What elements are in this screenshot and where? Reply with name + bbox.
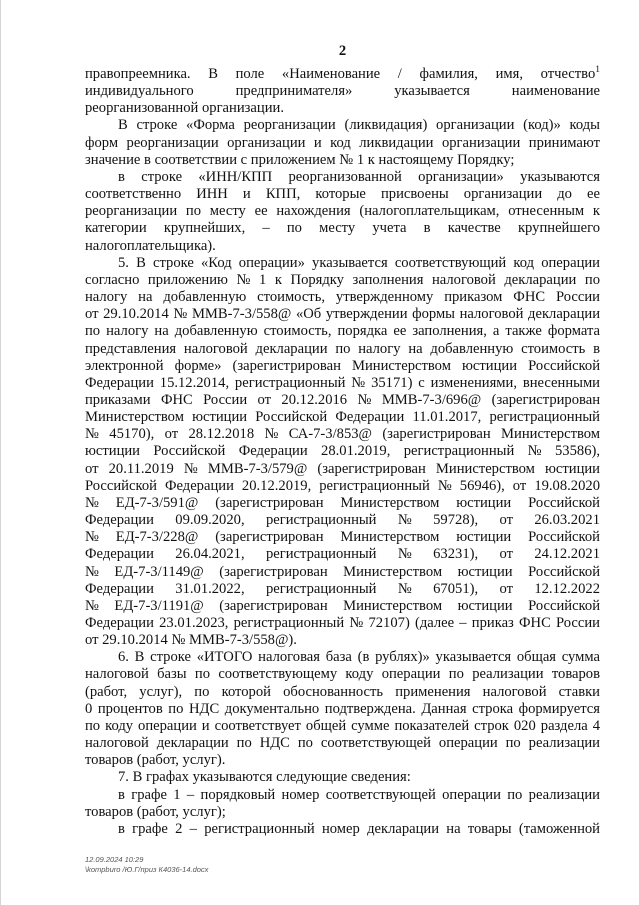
text-line: налоговой декларации по НДС по соответствующей операции по реализации — [85, 735, 600, 752]
text-line: в строке «ИНН/КПП реорганизованной организации» указываются — [118, 168, 600, 185]
text-line: № 45170), от 28.12.2018 № СА-7-3/853@ (зарегистрирован Министерством — [85, 426, 600, 443]
text-line: согласно приложению № 1 к Порядку заполнения налоговой декларации по — [85, 271, 600, 288]
paragraph-item-5-operation-code — [85, 255, 600, 650]
text-line: соответственно ИНН и КПП, которые присвоены организации до ее — [85, 186, 600, 203]
text-line: Федерации 23.01.2023, регистрационный № 72107) (далее – приказ ФНС России — [85, 615, 600, 631]
text-line: индивидуального предпринимателя» указывается наименование — [85, 83, 600, 100]
text-line: Российской Федерации 20.12.2019, регистрационный № 56946), от 19.08.2020 — [85, 477, 600, 494]
text-line: реорганизованной организации. — [85, 100, 284, 117]
page-number: 2 — [338, 43, 347, 59]
document-footer — [85, 855, 208, 875]
text-line: товаров (работ, услуг). — [85, 752, 226, 769]
paragraph-inn-kpp — [85, 169, 600, 255]
text-line: от 20.11.2019 № ММВ-7-3/579@ (зарегистрирован Министерством юстиции — [85, 460, 600, 477]
footer-timestamp: 12.09.2024 10:29 — [85, 855, 144, 864]
paragraph-item-6-total-tax-base — [85, 649, 600, 769]
text-line: представления налоговой декларации по налогу на добавленную стоимость в — [85, 340, 600, 357]
text-line: форм реорганизации организации и код ликвидации организации принимают — [85, 134, 600, 151]
text-line: Федерации 31.01.2022, регистрационный № 67051), от 12.12.2022 — [85, 580, 600, 597]
text-line: № ЕД-7-3/591@ (зарегистрирован Министерством юстиции Российской — [85, 494, 600, 511]
text-line: юстиции Российской Федерации 28.01.2019, регистрационный № 53586), — [85, 443, 600, 460]
text-line: (работ, услуг), по которой обоснованность применения налоговой ставки — [85, 683, 600, 700]
text-line: налоговой базы по соответствующему коду операции по реализации товаров — [85, 666, 600, 683]
text-line: товаров (работ, услуг); — [85, 803, 226, 820]
text-line: в графе 1 – порядковый номер соответствующей операции по реализации — [118, 786, 600, 803]
text-line: от 29.10.2014 № ММВ-7-3/558@ «Об утверждении формы налоговой декларации — [85, 306, 600, 323]
text-line: налогу на добавленную стоимость, утвержденному приказом ФНС России — [85, 289, 600, 306]
text-line: Федерации 09.09.2020, регистрационный № 59728), от 26.03.2021 — [85, 512, 600, 529]
paragraph-successor-name — [85, 66, 600, 117]
text-line — [85, 66, 600, 83]
text-line: по налогу на добавленную стоимость, порядка ее заполнения, а также формата — [85, 323, 600, 340]
paragraph-item-7-columns — [85, 769, 600, 786]
text-line: электронной форме» (зарегистрирован Министерством юстиции Российской — [85, 357, 600, 374]
document-body — [85, 66, 600, 838]
paragraph-column-2 — [85, 821, 600, 838]
paragraph-column-1 — [85, 787, 600, 821]
footnote-reference: 1 — [595, 65, 600, 76]
text-line: от 29.10.2014 № ММВ-7-3/558@). — [85, 632, 297, 649]
text-line: приказами ФНС России от 20.12.2016 № ММВ-7-3/696@ (зарегистрирован — [85, 391, 600, 408]
text-line: категории крупнейших, – по месту учета в качестве крупнейшего — [85, 220, 600, 237]
text-line: в графе 2 – регистрационный номер декларации на товары (таможенной — [118, 820, 600, 837]
text-line-content: правопреемника. В поле «Наименование / фамилия, имя, отчество — [85, 66, 596, 82]
text-line: по коду операции и соответствует общей сумме показателей строк 020 раздела 4 — [85, 717, 600, 734]
text-line: значение в соответствии с приложением № 1 к настоящему Порядку; — [85, 151, 515, 168]
paragraph-reorganization-form — [85, 117, 600, 168]
text-line: № ЕД-7-3/1191@ (зарегистрирован Министерством юстиции Российской — [85, 597, 600, 614]
footer-file-path: \kompburo /Ю.Г/приз К4036-14.docx — [85, 865, 209, 874]
text-line: 0 процентов по НДС документально подтверждена. Данная строка формируется — [85, 700, 600, 717]
text-line: В строке «Форма реорганизации (ликвидация) организации (код)» коды — [118, 117, 600, 134]
text-line: налогоплательщика). — [85, 237, 216, 254]
text-line: 7. В графах указываются следующие сведения: — [118, 769, 411, 786]
text-line: № ЕД-7-3/228@ (зарегистрирован Министерством юстиции Российской — [85, 529, 600, 546]
text-line: № ЕД-7-3/1149@ (зарегистрирован Министерством юстиции Российской — [85, 563, 600, 580]
text-line: Федерации 15.12.2014, регистрационный № 35171) с изменениями, внесенными — [85, 374, 600, 391]
text-line: 6. В строке «ИТОГО налоговая база (в рублях)» указывается общая сумма — [118, 649, 600, 666]
text-line: Министерством юстиции Российской Федерации 11.01.2017, регистрационный — [85, 409, 600, 426]
text-line: 5. В строке «Код операции» указывается соответствующий код операции — [118, 254, 600, 271]
text-line: реорганизации по месту ее нахождения (налогоплательщикам, отнесенным к — [85, 203, 600, 220]
text-line: Федерации 26.04.2021, регистрационный № 63231), от 24.12.2021 — [85, 546, 600, 563]
